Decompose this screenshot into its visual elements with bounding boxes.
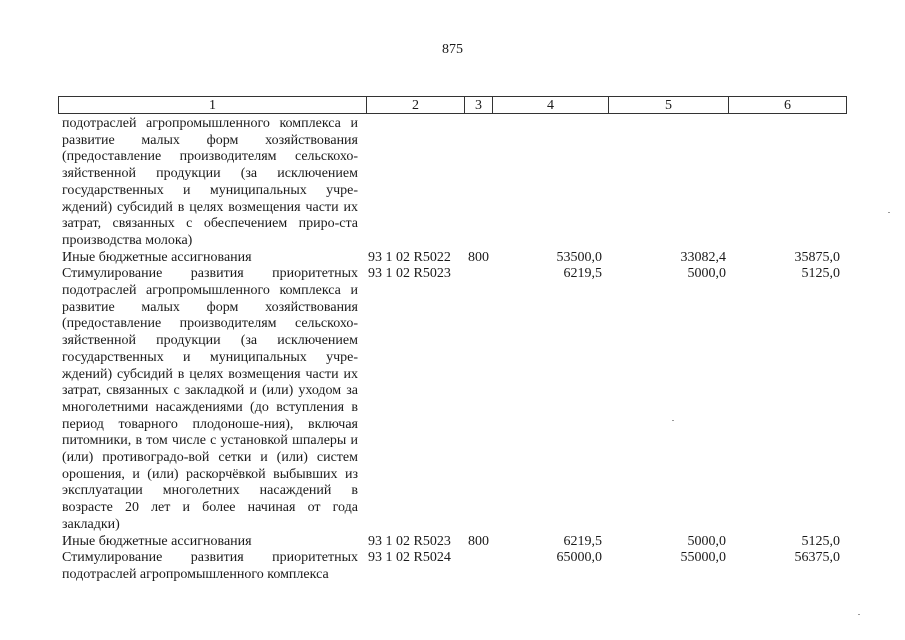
table-row [62,116,852,250]
row-value-col4: 65000,0 [556,550,602,566]
scan-speck [888,212,890,213]
header-col-3: 3 [465,97,493,113]
row-description: Стимулирование развития приоритетных подотраслей агропромышленного комплекса [62,550,358,582]
table-row [62,250,852,267]
table-row [62,550,852,583]
row-code: 93 1 02 R5024 [368,550,451,566]
row-value-col5: 33082,4 [680,249,726,265]
row-value-col5: 5000,0 [687,266,726,282]
scan-speck [672,420,674,421]
row-description: Иные бюджетные ассигнования [62,249,252,265]
row-value-col4: 6219,5 [563,533,602,549]
table-row [62,534,852,551]
row-expense-type: 800 [468,533,489,549]
row-value-col6: 56375,0 [794,550,840,566]
row-value-col6: 35875,0 [794,249,840,265]
row-value-col5: 55000,0 [680,550,726,566]
page-number: 875 [442,42,463,57]
table-body [62,116,852,584]
header-col-5: 5 [609,97,729,113]
row-value-col4: 53500,0 [556,249,602,265]
row-description: подотраслей агропромышленного комплекса и развитие малых форм хозяйствования (предоставление производителям сельскохо-зяйственной продукции (за исключением государственных и муниципальных учре-ждений) субсидий в целях возмещения части их затрат, связанных с обеспечением приро-ста производства молока) [62,116,358,248]
row-code: 93 1 02 R5022 [368,249,451,265]
row-description: Стимулирование развития приоритетных подотраслей агропромышленного комплекса и развитие малых форм хозяйствования (предоставление производителям сельскохо-зяйственной продукции (за исключением государственных и муниципальных учре-ждений) субсидий в целях возмещения части их затрат, связанных с закладкой и (или) уходом за многолетними насаждениями (до вступления в период товарного плодоноше-ния), включая питомники, в том числе с установкой шпалеры и (или) противоградо-вой сетки и (или) систем орошения, и (или) раскорчёвкой выбывших из эксплуатации многолетних насаждений в возрасте 20 лет и более начиная от года закладки) [62,266,358,532]
header-col-1: 1 [59,97,367,113]
header-col-6: 6 [784,98,791,113]
row-code: 93 1 02 R5023 [368,533,451,549]
row-description: Иные бюджетные ассигнования [62,533,252,549]
row-value-col4: 6219,5 [563,266,602,282]
row-code: 93 1 02 R5023 [368,266,451,282]
row-value-col6: 5125,0 [801,266,840,282]
scan-speck [858,614,860,615]
row-value-col5: 5000,0 [687,533,726,549]
table-row [62,266,852,533]
table-header [58,96,847,114]
row-expense-type: 800 [468,249,489,265]
header-col-2: 2 [367,97,465,113]
header-col-4: 4 [493,97,609,113]
row-value-col6: 5125,0 [801,533,840,549]
